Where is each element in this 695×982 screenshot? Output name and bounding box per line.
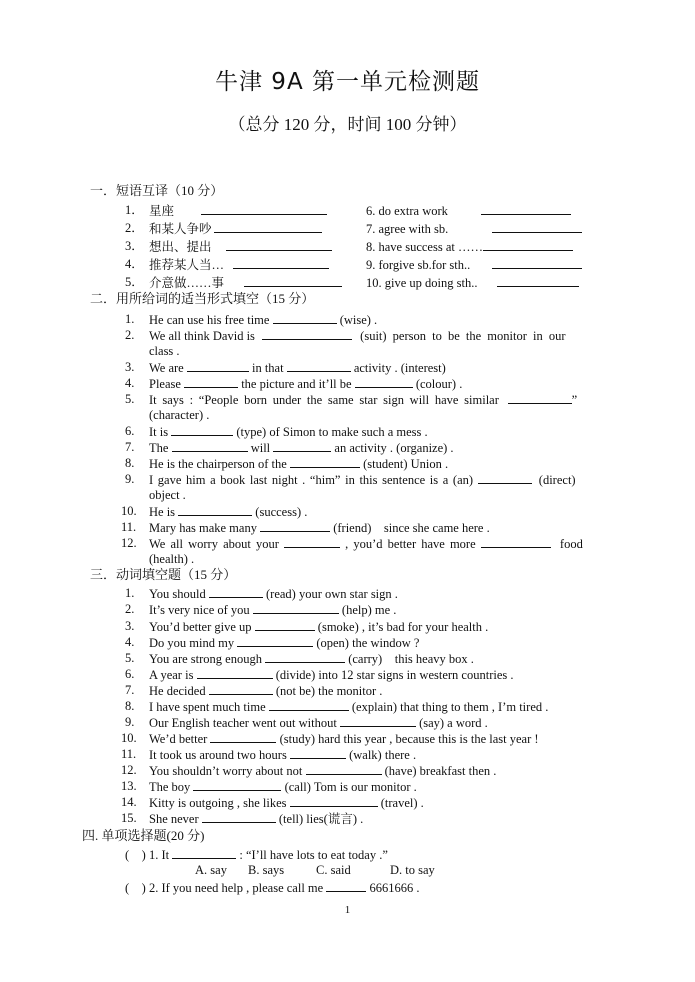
blank[interactable]	[187, 359, 249, 372]
blank[interactable]	[244, 274, 342, 287]
blank[interactable]	[306, 762, 382, 775]
blank[interactable]	[269, 698, 349, 711]
answer-paren[interactable]: ( )	[125, 881, 146, 895]
blank[interactable]	[478, 471, 532, 484]
s1-left-4: 推荐某人当…	[149, 256, 329, 273]
s2-item-4: Please the picture and it’ll be (colour) .	[149, 377, 463, 391]
s3-item-6: A year is (divide) into 12 star signs in western countries .	[149, 668, 514, 682]
blank[interactable]	[171, 423, 233, 436]
blank[interactable]	[210, 730, 276, 743]
s4-q1-opt-d: D. to say	[390, 863, 435, 877]
s1-right-9: 9. forgive sb.for sth..	[366, 256, 582, 273]
s2-num: 9.	[125, 472, 135, 486]
s1-num-3: 3．	[125, 239, 144, 253]
s3-item-2: It’s very nice of you (help) me .	[149, 603, 397, 617]
blank[interactable]	[492, 256, 582, 269]
blank[interactable]	[237, 634, 313, 647]
s3-item-1: You should (read) your own star sign .	[149, 587, 398, 601]
s2-item-8: He is the chairperson of the (student) Union .	[149, 457, 449, 471]
blank[interactable]	[492, 220, 582, 233]
s3-num: 6.	[125, 667, 135, 681]
section3-heading: 三．动词填空题（15 分）	[90, 567, 237, 582]
s2-item-9-cont: object .	[149, 488, 186, 502]
s2-item-11: Mary has make many (friend) since she came here .	[149, 521, 490, 535]
s3-num: 1.	[125, 586, 135, 600]
blank[interactable]	[178, 503, 252, 516]
s3-item-4: Do you mind my (open) the window ?	[149, 636, 420, 650]
s3-num: 13.	[121, 779, 137, 793]
blank[interactable]	[226, 238, 332, 251]
section1-heading: 一．短语互译（10 分）	[90, 183, 224, 198]
s2-num: 5.	[125, 392, 135, 406]
blank[interactable]	[290, 455, 360, 468]
s2-num: 3.	[125, 360, 135, 374]
blank[interactable]	[326, 879, 366, 892]
blank[interactable]	[184, 375, 238, 388]
s4-q1-opt-b: B. says	[248, 863, 285, 877]
s3-item-15: She never (tell) lies(谎言) .	[149, 812, 364, 826]
s2-num: 6.	[125, 424, 135, 438]
s1-right-6: 6. do extra work	[366, 202, 571, 219]
s2-num: 10.	[121, 504, 137, 518]
s2-num: 12.	[121, 536, 137, 550]
s1-left-3: 想出、提出	[149, 238, 332, 255]
s1-num-2: 2．	[125, 221, 144, 235]
s2-item-6: It is (type) of Simon to make such a mess .	[149, 425, 428, 439]
s3-item-13: The boy (call) Tom is our monitor .	[149, 780, 417, 794]
s2-num: 1.	[125, 312, 135, 326]
s4-q2: ( ) 2. If you need help , please call me 6661666 .	[125, 881, 420, 895]
s1-right-7: 7. agree with sb.	[366, 220, 582, 237]
s3-item-5: You are strong enough (carry) this heavy box .	[149, 652, 474, 666]
blank[interactable]	[214, 220, 322, 233]
blank[interactable]	[197, 666, 273, 679]
answer-paren[interactable]: ( )	[125, 848, 146, 862]
s4-q1-opt-a: A. say	[195, 863, 227, 877]
s2-item-3: We are in that activity . (interest)	[149, 361, 446, 375]
blank[interactable]	[201, 202, 327, 215]
s3-item-9: Our English teacher went out without (say) a word .	[149, 716, 488, 730]
s3-item-14: Kitty is outgoing , she likes (travel) .	[149, 796, 424, 810]
page-title: 牛津 9A 第一单元检测题	[215, 69, 480, 95]
s3-num: 14.	[121, 795, 137, 809]
blank[interactable]	[233, 256, 329, 269]
s1-right-8: 8. have success at ……	[366, 238, 573, 255]
blank[interactable]	[255, 618, 315, 631]
section2-heading: 二．用所给词的适当形式填空（15 分）	[90, 291, 315, 306]
s3-num: 10.	[121, 731, 137, 745]
s2-num: 8.	[125, 456, 135, 470]
blank[interactable]	[483, 238, 573, 251]
s3-item-7: He decided (not be) the monitor .	[149, 684, 383, 698]
s2-item-7: The will an activity . (organize) .	[149, 441, 454, 455]
s1-left-1: 星座	[149, 202, 327, 219]
s2-item-5: It says : “People born under the same star sign will have similar ”	[149, 393, 578, 407]
s3-num: 9.	[125, 715, 135, 729]
s2-item-5-cont: (character) .	[149, 408, 210, 422]
blank[interactable]	[265, 650, 345, 663]
blank[interactable]	[273, 439, 331, 452]
blank[interactable]	[172, 846, 236, 859]
s3-num: 8.	[125, 699, 135, 713]
s2-num: 7.	[125, 440, 135, 454]
blank[interactable]	[284, 535, 340, 548]
s2-num: 2.	[125, 328, 135, 342]
s2-item-9: I gave him a book last night . “him” in this sentence is a (an) (direct)	[149, 473, 576, 487]
s3-num: 3.	[125, 619, 135, 633]
blank[interactable]	[202, 810, 276, 823]
s3-num: 11.	[121, 747, 137, 761]
s3-item-10: We’d better (study) hard this year , because this is the last year !	[149, 732, 539, 746]
s3-item-12: You shouldn’t worry about not (have) breakfast then .	[149, 764, 497, 778]
blank[interactable]	[253, 601, 339, 614]
blank[interactable]	[193, 778, 281, 791]
s3-item-11: It took us around two hours (walk) there .	[149, 748, 417, 762]
blank[interactable]	[290, 746, 346, 759]
blank[interactable]	[290, 794, 378, 807]
s3-num: 5.	[125, 651, 135, 665]
s2-item-1: He can use his free time (wise) .	[149, 313, 378, 327]
s1-right-10: 10. give up doing sth..	[366, 274, 579, 291]
blank[interactable]	[355, 375, 413, 388]
s4-q1: ( ) 1. It : “I’ll have lots to eat today .”	[125, 848, 388, 862]
s3-num: 12.	[121, 763, 137, 777]
s3-num: 2.	[125, 602, 135, 616]
blank[interactable]	[209, 585, 263, 598]
s3-item-3: You’d better give up (smoke) , it’s bad for your health .	[149, 620, 489, 634]
s3-num: 7.	[125, 683, 135, 697]
s1-num-5: 5．	[125, 275, 144, 289]
s2-num: 4.	[125, 376, 135, 390]
s3-num: 4.	[125, 635, 135, 649]
s2-item-12: We all worry about your , you’d better have more food	[149, 537, 583, 551]
s1-left-2: 和某人争吵	[149, 220, 322, 237]
blank[interactable]	[262, 327, 352, 340]
s2-item-10: He is (success) .	[149, 505, 308, 519]
s3-item-8: I have spent much time (explain) that thing to them , I’m tired .	[149, 700, 549, 714]
page-subtitle: （总分 120 分，时间 100 分钟）	[228, 115, 467, 134]
blank[interactable]	[481, 535, 551, 548]
s2-item-2: We all think David is (suit) person to be the monitor in our	[149, 329, 566, 343]
s3-num: 15.	[121, 811, 137, 825]
blank[interactable]	[481, 202, 571, 215]
blank[interactable]	[273, 311, 337, 324]
blank[interactable]	[497, 274, 579, 287]
blank[interactable]	[209, 682, 273, 695]
s4-q1-opt-c: C. said	[316, 863, 351, 877]
blank[interactable]	[287, 359, 351, 372]
s1-left-5: 介意做……事	[149, 274, 342, 291]
s2-item-12-cont: (health) .	[149, 552, 195, 566]
s1-num-4: 4．	[125, 257, 144, 271]
section4-heading: 四. 单项选择题(20 分)	[82, 828, 205, 843]
blank[interactable]	[260, 519, 330, 532]
s1-num-1: 1．	[125, 203, 144, 217]
page-number: 1	[344, 904, 351, 916]
s2-num: 11.	[121, 520, 137, 534]
blank[interactable]	[172, 439, 248, 452]
blank[interactable]	[508, 391, 572, 404]
blank[interactable]	[340, 714, 416, 727]
s2-item-2-cont: class .	[149, 344, 180, 358]
